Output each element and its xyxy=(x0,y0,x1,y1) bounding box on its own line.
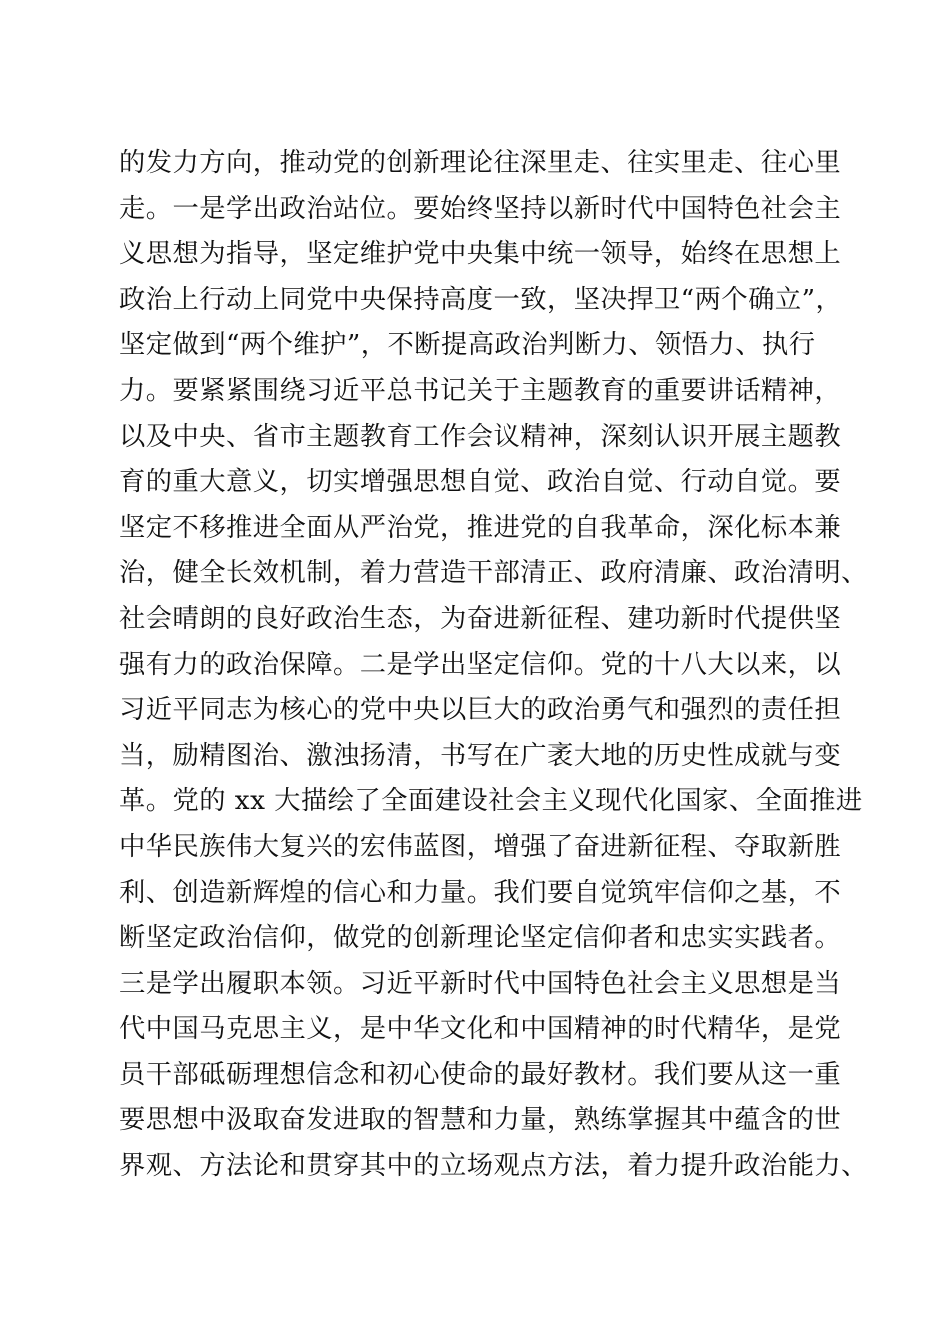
text-line: 习近平同志为核心的党中央以巨大的政治勇气和强烈的责任担 xyxy=(119,695,842,726)
text-line: 的发力方向，推动党的创新理论往深里走、往实里走、往心里 xyxy=(119,148,842,178)
text-line: 界观、方法论和贯穿其中的立场观点方法，着力提升政治能力、 xyxy=(119,1151,868,1182)
text-line: 强有力的政治保障。二是学出坚定信仰。党的十八大以来，以 xyxy=(119,649,842,680)
text-line: 断坚定政治信仰，做党的创新理论坚定信仰者和忠实实践者。 xyxy=(119,923,842,954)
text-line: 走。一是学出政治站位。要始终坚持以新时代中国特色社会主 xyxy=(119,193,842,224)
text-line: 革。党的 xx 大描绘了全面建设社会主义现代化国家、全面推进 xyxy=(119,786,863,817)
text-line: 力。要紧紧围绕习近平总书记关于主题教育的重要讲话精神， xyxy=(119,375,842,406)
text-line: 坚定不移推进全面从严治党，推进党的自我革命，深化标本兼 xyxy=(119,512,842,543)
text-line: 三是学出履职本领。习近平新时代中国特色社会主义思想是当 xyxy=(119,968,842,999)
text-line: 当，励精图治、激浊扬清，书写在广袤大地的历史性成就与变 xyxy=(119,740,842,771)
text-line: 义思想为指导，坚定维护党中央集中统一领导，始终在思想上 xyxy=(119,239,842,270)
text-line: 社会晴朗的良好政治生态，为奋进新征程、建功新时代提供坚 xyxy=(119,603,842,634)
body-text xyxy=(119,141,868,1190)
text-line: 政治上行动上同党中央保持高度一致，坚决捍卫“两个确立”， xyxy=(119,284,843,315)
text-line: 以及中央、省市主题教育工作会议精神，深刻认识开展主题教 xyxy=(119,421,842,452)
text-line: 利、创造新辉煌的信心和力量。我们要自觉筑牢信仰之基，不 xyxy=(119,877,842,908)
text-line: 治，健全长效机制，着力营造干部清正、政府清廉、政治清明、 xyxy=(119,558,868,589)
text-line: 员干部砥砺理想信念和初心使命的最好教材。我们要从这一重 xyxy=(119,1059,842,1090)
text-line: 坚定做到“两个维护”，不断提高政治判断力、领悟力、执行 xyxy=(119,330,816,361)
text-line: 代中国马克思主义，是中华文化和中国精神的时代精华，是党 xyxy=(119,1014,842,1045)
text-line: 要思想中汲取奋发进取的智慧和力量，熟练掌握其中蕴含的世 xyxy=(119,1105,842,1136)
text-line: 育的重大意义，切实增强思想自觉、政治自觉、行动自觉。要 xyxy=(119,467,842,498)
text-line: 中华民族伟大复兴的宏伟蓝图，增强了奋进新征程、夺取新胜 xyxy=(119,831,842,862)
